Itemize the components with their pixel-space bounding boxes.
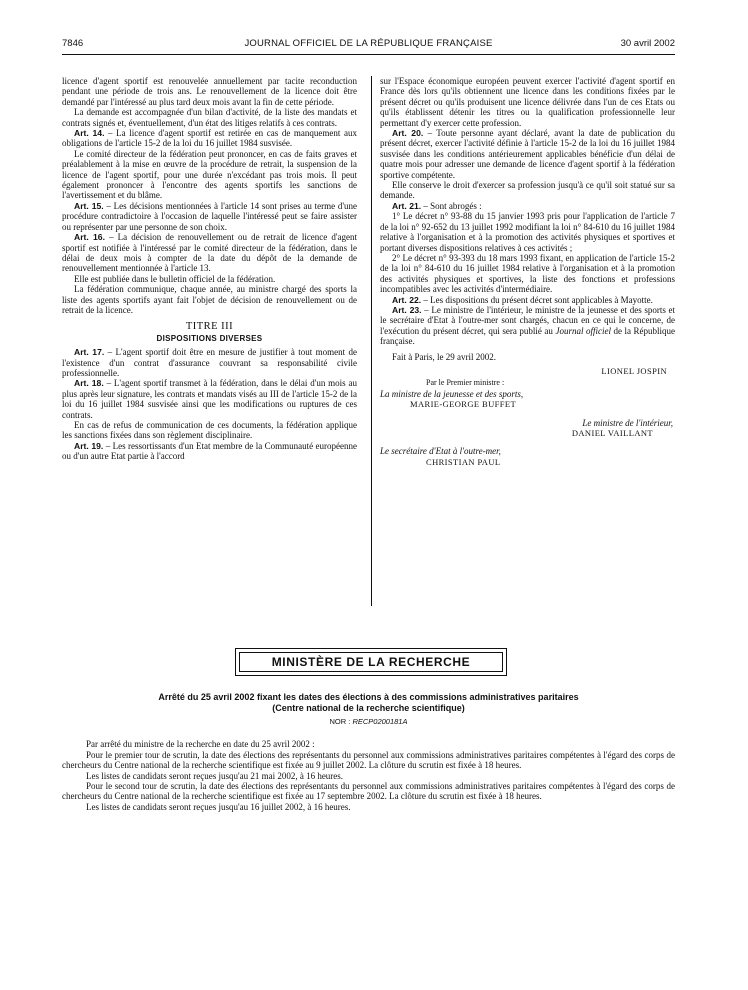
article-15: Art. 15. – Les décisions mentionnées à l'article 14 sont prises au terme d'une procédure contradictoire à l'occasion de laquelle l'intéressé peut se faire assister ou représenter par une personne de son choix. xyxy=(62,200,357,232)
header-rule xyxy=(62,54,675,55)
journal-officiel-ref: Journal officiel xyxy=(555,325,611,336)
signature-minister: DANIEL VAILLANT xyxy=(571,428,653,438)
paragraph: Le comité directeur de la fédération peut prononcer, en cas de faits graves et préalablement à la mise en œuvre de la procédure de retrait, la suspension de la licence de l'agent sportif, pour une durée n'excédant pas trois mois. Il peut également prononcer à l'encontre des agents sportifs les sanctions de l'avertissement et du blâme. xyxy=(62,148,357,201)
article-23: Art. 23. – Le ministre de l'intérieur, le ministre de la jeunesse et des sports et le secrétaire d'Etat à l'outre-mer sont chargés, chacun en ce qui le concerne, de l'exécution du présent décret, qui sera publié au Journal officiel de la République française. xyxy=(380,304,676,347)
paragraph: licence d'agent sportif est renouvelée annuellement par tacite reconduction pendant une période de trois ans. Le renouvellement de la licence doit être demandé par l'intéressé au plus tard deux mois avant la fin de cette période. xyxy=(62,76,357,107)
signature-prime-minister: LIONEL JOSPIN xyxy=(601,365,667,376)
article-label: Art. 15. xyxy=(74,200,104,211)
paragraph: En cas de refus de communication de ces documents, la fédération applique les sanctions fixées dans son règlement disciplinaire. xyxy=(62,420,357,441)
article-17: Art. 17. – L'agent sportif doit être en mesure de justifier à tout moment de l'existence d'un contrat d'assurance couvrant sa responsabilité civile professionnelle. xyxy=(62,347,357,378)
article-label: Art. 16. xyxy=(74,232,105,243)
article-22: Art. 22. – Les dispositions du présent décret sont applicables à Mayotte. xyxy=(392,294,653,305)
signature-minister: CHRISTIAN PAUL xyxy=(426,456,501,467)
article-19: Art. 19. – Les ressortissants d'un Etat membre de la Communauté européenne ou d'un autre Etat partie à l'accord xyxy=(62,440,357,462)
article-label: Art. 20. xyxy=(392,128,424,139)
ministry-heading: MINISTÈRE DE LA RECHERCHE xyxy=(239,652,503,672)
paragraph: Elle est publiée dans le bulletin officiel de la fédération. xyxy=(74,273,276,284)
minister-title: Le ministre de l'intérieur, xyxy=(582,417,673,428)
article-label: Art. 23. xyxy=(392,304,422,315)
arrete-section xyxy=(62,692,675,812)
nor-reference: NOR : RECP0200181A xyxy=(329,717,408,726)
right-column xyxy=(380,76,675,467)
paragraph: 1° Le décret n° 93-88 du 15 janvier 1993 pris pour l'application de l'article 7 de la loi n° 92-652 du 13 juillet 1992 modifiant la loi n° 84-610 du 16 juillet 1984 relative à l'organisation et à la promotion des activités physiques et sportives et portant diverses dispositions relatives à ces activités ; xyxy=(380,211,675,253)
article-14: Art. 14. – La licence d'agent sportif est retirée en cas de manquement aux obligations de l'article 15-2 de la loi du 16 juillet 1984 susvisée. xyxy=(62,128,357,149)
article-label: Art. 18. xyxy=(74,378,104,389)
section-title: TITRE III xyxy=(185,321,234,333)
arrete-title: Arrêté du 25 avril 2002 fixant les dates des élections à des commissions administratives paritaires xyxy=(158,692,579,702)
left-column xyxy=(62,76,357,462)
page-header xyxy=(62,38,675,52)
paragraph: Pour le premier tour de scrutin, la date des élections des représentants du personnel aux commissions administratives paritaires compétentes à l'égard des corps de chercheurs du Centre national de la recherche scientifique est fixée au 9 juillet 2002. La clôture du scrutin est fixée à 18 heures. xyxy=(62,749,675,771)
signature-date: Fait à Paris, le 29 avril 2002. xyxy=(392,351,496,362)
par-premier-ministre: Par le Premier ministre : xyxy=(426,378,505,388)
article-20: Art. 20. – Toute personne ayant déclaré, avant la date de publication du présent décret, exercer l'activité définie à l'article 15-2 de la loi du 16 juillet 1984 susvisée dans les conditions antérieurement applicables bénéficie d'un délai de quatre mois pour adresser une demande de licence d'agent sportif à la fédération sportive compétente. xyxy=(380,128,675,180)
paragraph: Elle conserve le droit d'exercer sa profession jusqu'à ce qu'il soit statué sur sa demande. xyxy=(380,180,675,201)
signature-minister: MARIE-GEORGE BUFFET xyxy=(410,399,517,410)
paragraph: La demande est accompagnée d'un bilan d'activité, de la liste des mandats et contrats signés et, éventuellement, d'un état des litiges relatifs à ces contrats. xyxy=(62,107,357,128)
column-divider xyxy=(371,76,372,606)
paragraph: Pour le second tour de scrutin, la date des élections des représentants du personnel aux commissions administratives paritaires compétentes à l'égard des corps de chercheurs du Centre national de la recherche scientifique est fixée au 17 septembre 2002. La clôture du scrutin est fixée à 18 heures. xyxy=(62,781,675,802)
paragraph: Les listes de candidats seront reçues jusqu'au 16 juillet 2002, à 16 heures. xyxy=(86,801,351,812)
paragraph: Par arrêté du ministre de la recherche en date du 25 avril 2002 : xyxy=(86,739,315,750)
paragraph: Les listes de candidats seront reçues jusqu'au 21 mai 2002, à 16 heures. xyxy=(86,770,344,781)
paragraph: sur l'Espace économique européen peuvent exercer l'activité d'agent sportif en France dès lors qu'ils obtiennent une licence dans les conditions fixées par le présent décret ou qu'ils produisent une licence délivrée dans l'un de ces Etats ou qu'ils établissent détenir les titres ou la qualification professionnelle leur permettant d'y exercer cette profession. xyxy=(380,76,675,128)
article-16: Art. 16. – La décision de renouvellement ou de retrait de licence d'agent sportif est notifiée à l'intéressé par le comité directeur de la fédération, dans le délai de deux mois à compter de la date du dépôt de la demande de renouvellement mentionnée à l'article 13. xyxy=(62,232,357,274)
article-21: Art. 21. – Sont abrogés : xyxy=(392,200,482,211)
journal-title: JOURNAL OFFICIEL DE LA RÉPUBLIQUE FRANÇAISE xyxy=(244,38,493,49)
arrete-subtitle: (Centre national de la recherche scientifique) xyxy=(272,703,465,713)
issue-date: 30 avril 2002 xyxy=(620,38,675,49)
article-label: Art. 22. xyxy=(392,294,422,305)
page-number: 7846 xyxy=(62,38,84,49)
paragraph: 2° Le décret n° 93-393 du 18 mars 1993 fixant, en application de l'article 15-2 de la loi n° 84-610 du 16 juillet 1984 relative à l'organisation et à la promotion des activités physiques et sportives, la liste des fonctions et professions incompatibles avec les activités d'intermédiaire. xyxy=(380,252,675,295)
article-18: Art. 18. – L'agent sportif transmet à la fédération, dans le délai d'un mois au plus après leur signature, les contrats et mandats visés au III de l'article 15-2 de la loi du 16 juillet 1984 susvisée ainsi que les modifications ou ruptures de ces contrats. xyxy=(62,378,358,420)
paragraph: La fédération communique, chaque année, au ministre chargé des sports la liste des agents sportifs ayant fait l'objet de décision de renouvellement ou de retrait de la licence. xyxy=(62,284,357,315)
article-label: Art. 17. xyxy=(74,347,105,358)
nor-code: RECP0200181A xyxy=(352,717,408,726)
article-label: Art. 14. xyxy=(74,128,105,139)
minister-title: La ministre de la jeunesse et des sports, xyxy=(380,388,524,399)
minister-title: Le secrétaire d'Etat à l'outre-mer, xyxy=(380,446,501,457)
article-label: Art. 21. xyxy=(392,200,422,211)
section-subtitle: DISPOSITIONS DIVERSES xyxy=(156,333,263,343)
ministry-heading-box xyxy=(235,648,507,676)
article-label: Art. 19. xyxy=(74,440,104,451)
